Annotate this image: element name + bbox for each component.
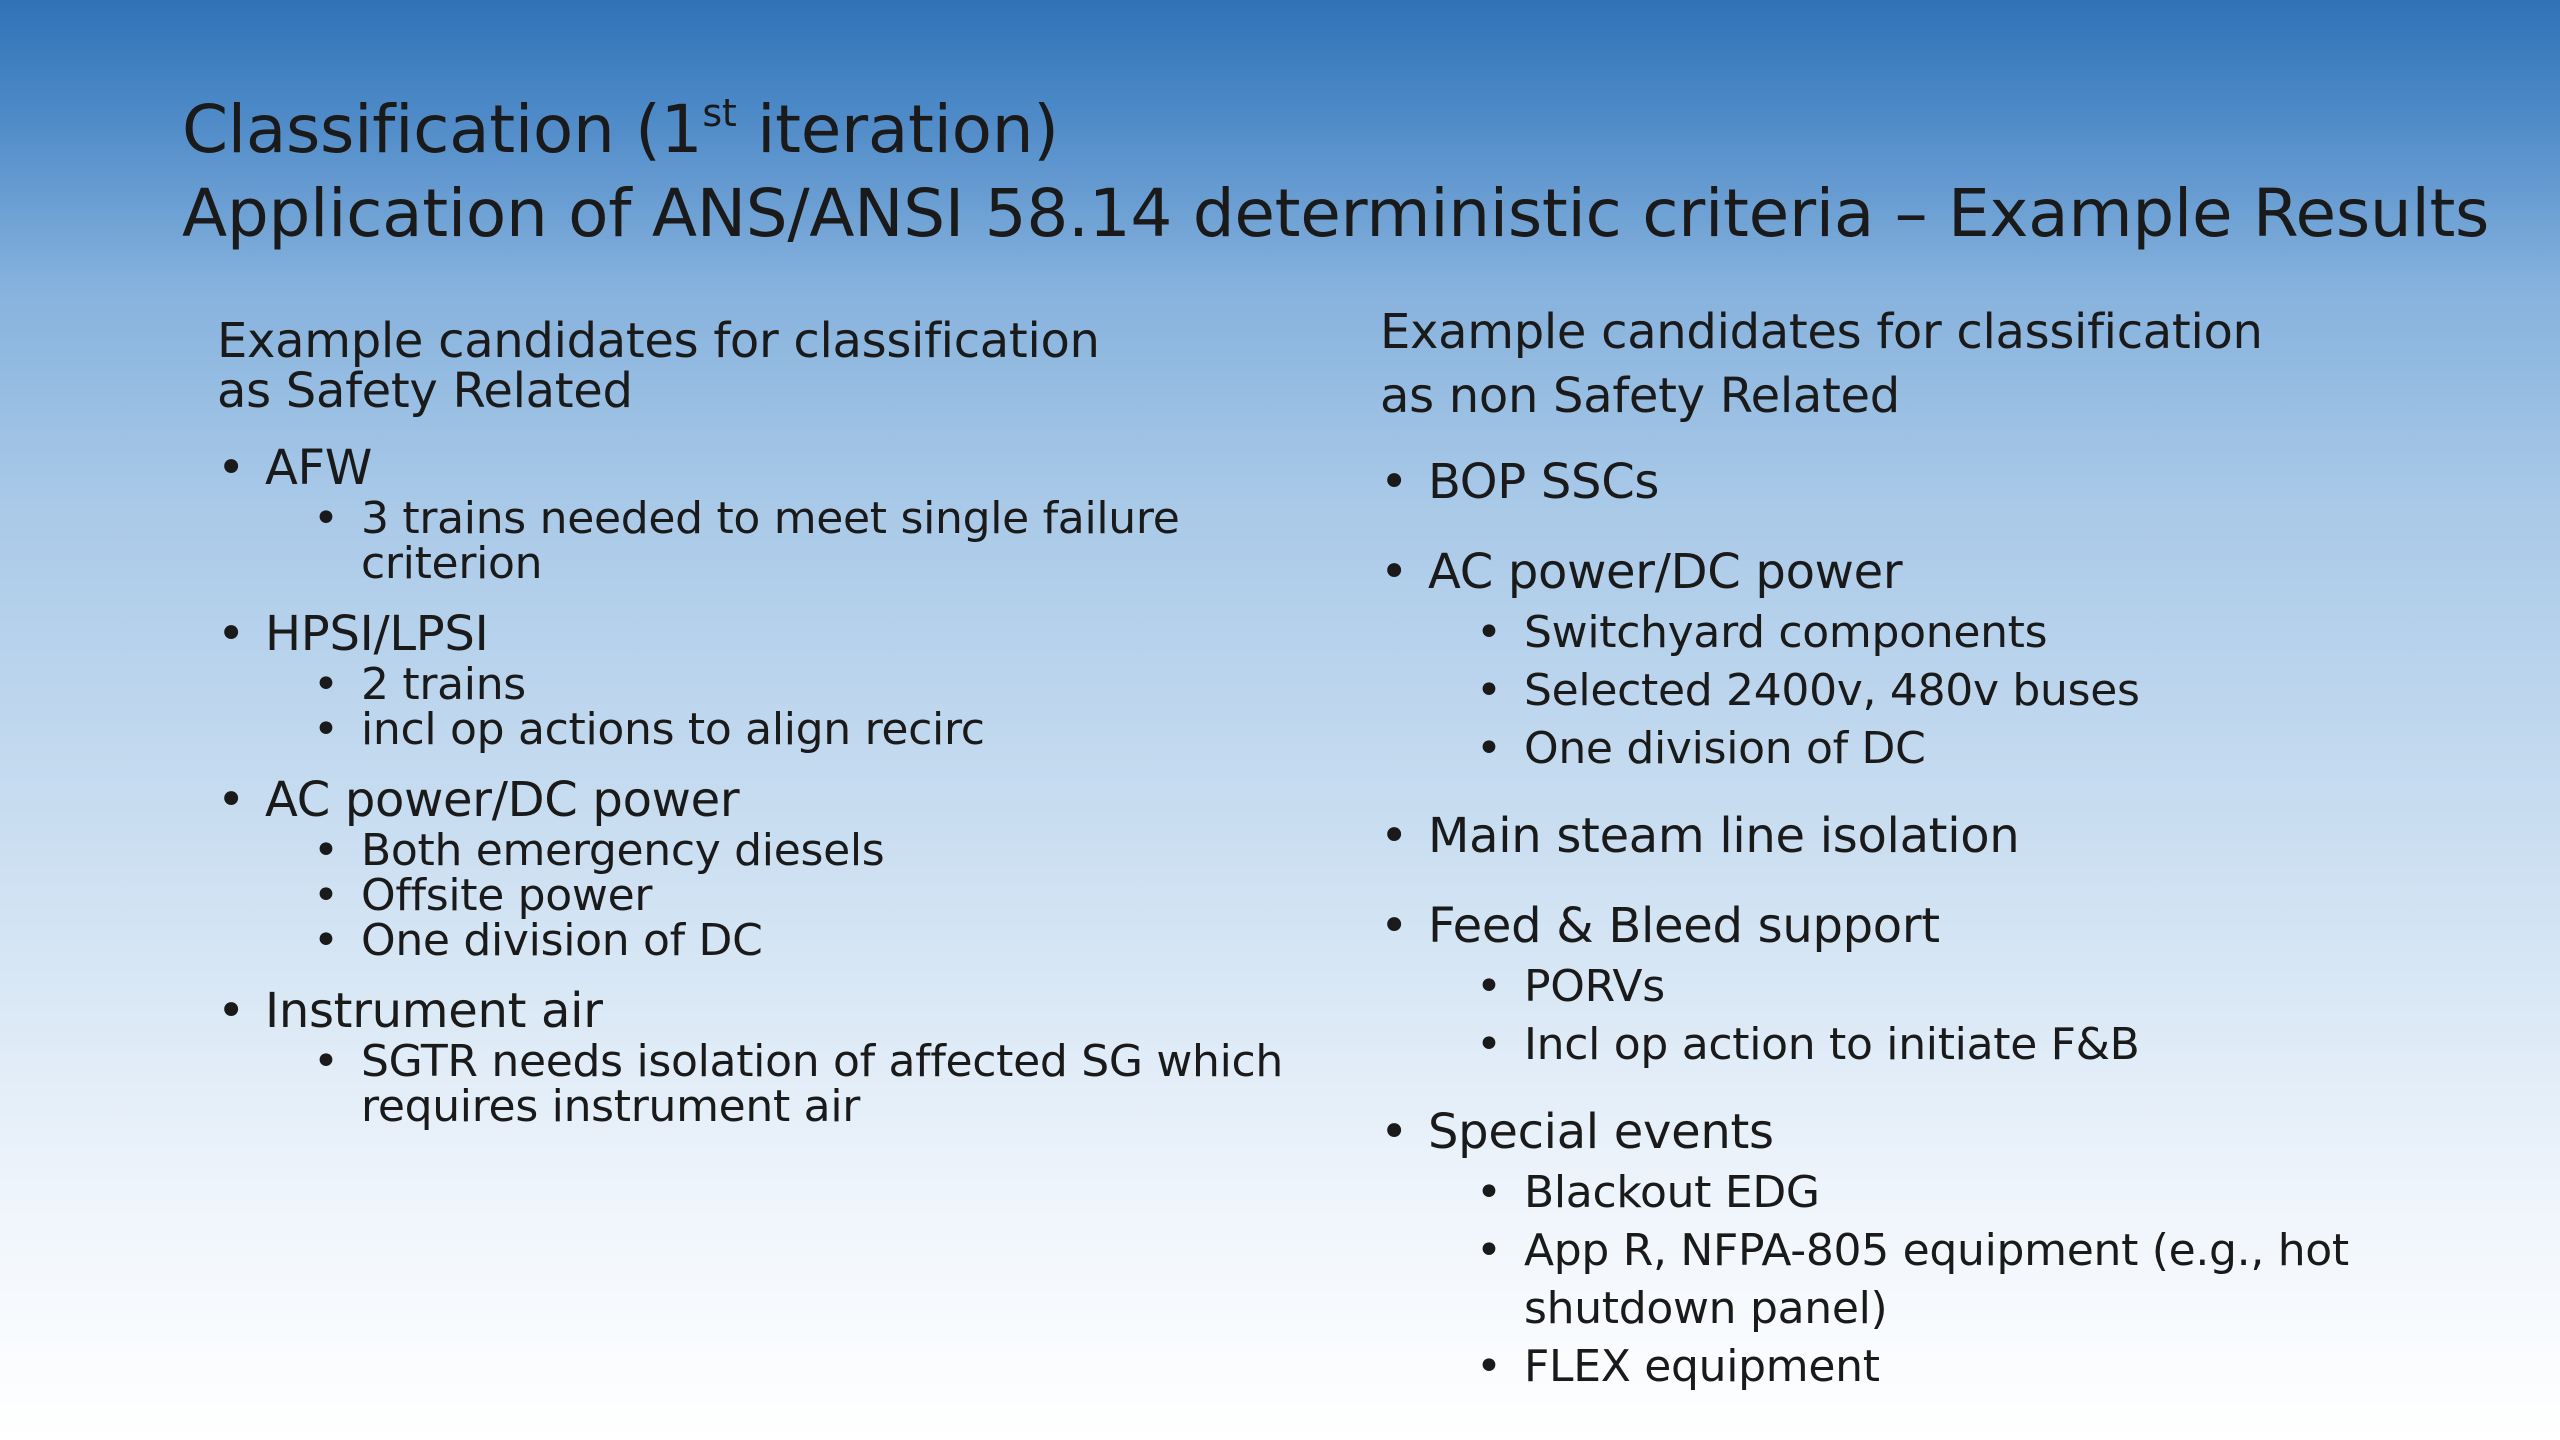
slide-title <box>182 88 2490 256</box>
left-sub-list <box>313 493 1317 589</box>
right-item-label: BOP SSCs <box>1428 454 1660 510</box>
title-superscript: st <box>702 91 737 135</box>
left-sub-list <box>313 1036 1317 1132</box>
right-item-label: Main steam line isolation <box>1428 808 2020 864</box>
left-sub-item: • 2 trains <box>313 662 1317 707</box>
right-sub-item: • App R, NFPA-805 equipment (e.g., hot shutdown panel) <box>1476 1222 2520 1338</box>
title-line-2: Application of ANS/ANSI 58.14 deterministic criteria – Example Results <box>182 175 2490 252</box>
left-column <box>217 313 1317 1149</box>
right-heading-line-2: as non Safety Related <box>1380 368 1900 424</box>
left-sub-list <box>313 659 1317 755</box>
left-item-label: AFW <box>265 440 373 496</box>
right-item-feed-bleed-support <box>1380 894 2520 1074</box>
right-item-main-steam-line-isolation <box>1380 804 2520 868</box>
right-sub-item: • FLEX equipment <box>1476 1338 2520 1396</box>
right-sub-list <box>1476 1164 2520 1396</box>
right-sub-item: • Switchyard components <box>1476 604 2520 662</box>
right-item-label: AC power/DC power <box>1428 544 1903 600</box>
left-sub-item: • Offsite power <box>313 873 1317 918</box>
right-sub-item: • PORVs <box>1476 958 2520 1016</box>
right-bullet-list <box>1380 450 2520 1396</box>
title-line-1-suffix: iteration) <box>736 91 1059 168</box>
left-sub-item: • One division of DC <box>313 918 1317 963</box>
right-item-ac-dc-power <box>1380 540 2520 778</box>
left-sub-item: • Both emergency diesels <box>313 828 1317 873</box>
right-sub-list <box>1476 604 2520 778</box>
left-sub-item: • 3 trains needed to meet single failure criterion <box>313 496 1317 586</box>
title-line-1 <box>182 88 2482 172</box>
left-sub-list <box>313 825 1317 966</box>
right-item-bop-sscs <box>1380 450 2520 514</box>
left-heading-line-1: Example candidates for classification <box>217 313 1100 369</box>
left-item-label: Instrument air <box>265 983 603 1039</box>
left-item-label: HPSI/LPSI <box>265 606 489 662</box>
right-sub-list <box>1476 958 2520 1074</box>
right-sub-item: • One division of DC <box>1476 720 2520 778</box>
right-item-special-events <box>1380 1100 2520 1396</box>
right-item-label: Special events <box>1428 1104 1774 1160</box>
left-item-label: AC power/DC power <box>265 772 740 828</box>
right-column <box>1380 300 2520 1422</box>
left-item-hpsi-lpsi <box>217 606 1317 755</box>
left-item-instrument-air <box>217 983 1317 1132</box>
title-line-1-text: Classification (1 <box>182 91 703 168</box>
right-column-heading <box>1380 300 2520 428</box>
right-sub-item: • Incl op action to initiate F&B <box>1476 1016 2520 1074</box>
right-heading-line-1: Example candidates for classification <box>1380 304 2263 360</box>
right-item-label: Feed & Bleed support <box>1428 898 1940 954</box>
left-bullet-list <box>217 440 1317 1132</box>
right-sub-item: • Selected 2400v, 480v buses <box>1476 662 2520 720</box>
right-sub-item: • Blackout EDG <box>1476 1164 2520 1222</box>
left-item-afw <box>217 440 1317 589</box>
left-column-heading <box>217 313 1317 419</box>
left-heading-line-2: as Safety Related <box>217 363 633 419</box>
left-sub-item: • SGTR needs isolation of affected SG which requires instrument air <box>313 1039 1317 1129</box>
left-sub-item: • incl op actions to align recirc <box>313 707 1317 752</box>
left-item-ac-dc-power <box>217 772 1317 966</box>
